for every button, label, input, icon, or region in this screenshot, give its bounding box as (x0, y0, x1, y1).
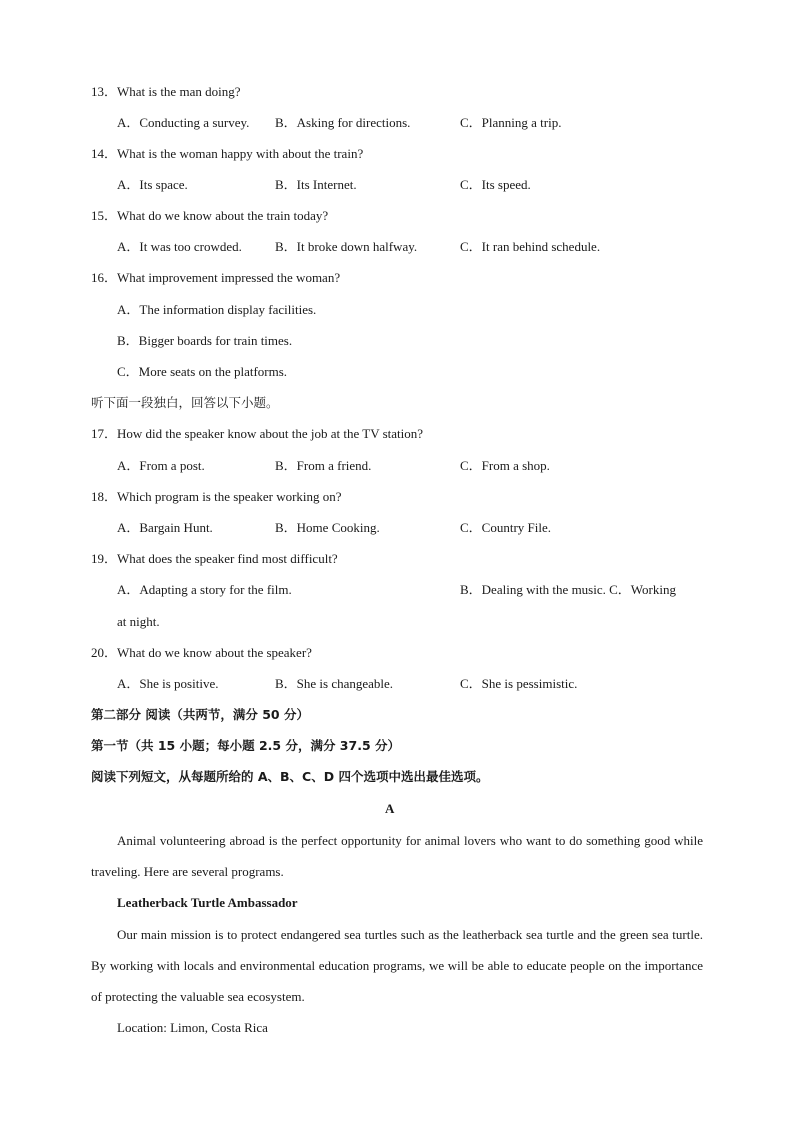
option-17-b: B．From a friend. (275, 458, 372, 473)
option-15-b: B．It broke down halfway. (275, 239, 418, 254)
option-16-a: A．The information display facilities. (117, 302, 317, 317)
reading-instruction: 阅读下列短文，从每题所给的 A、B、C、D 四个选项中选出最佳选项。 (91, 769, 489, 784)
question-17: 17．How did the speaker know about the job at the TV station? (91, 426, 424, 441)
option-18-a: A．Bargain Hunt. (117, 520, 213, 535)
option-13-a: A．Conducting a survey. (117, 115, 250, 130)
option-18-c: C．Country File. (460, 520, 552, 535)
question-19: 19．What does the speaker find most difficult? (91, 551, 338, 566)
option-19-c-continued: at night. (117, 614, 160, 629)
option-20-a: A．She is positive. (117, 676, 219, 691)
question-14: 14．What is the woman happy with about the train? (91, 146, 364, 161)
option-16-c: C．More seats on the platforms. (117, 364, 288, 379)
section1-title: 第一节（共 15 小题；每小题 2.5 分，满分 37.5 分） (91, 738, 400, 753)
option-19-a: A．Adapting a story for the film. (117, 582, 292, 597)
option-19-b: B．Dealing with the music. C．Working (460, 582, 676, 597)
option-20-b: B．She is changeable. (275, 676, 394, 691)
option-15-a: A．It was too crowded. (117, 239, 242, 254)
option-13-b: B．Asking for directions. (275, 115, 411, 130)
option-17-c: C．From a shop. (460, 458, 550, 473)
program-title: Leatherback Turtle Ambassador (117, 895, 298, 910)
question-16: 16．What improvement impressed the woman? (91, 270, 341, 285)
intro-paragraph-text: Animal volunteering abroad is the perfect opportunity for animal lovers who want to do something good while traveling. Here are several programs. (91, 833, 703, 879)
option-17-a: A．From a post. (117, 458, 205, 473)
monologue-instruction: 听下面一段独白，回答以下小题。 (91, 395, 279, 410)
question-20: 20．What do we know about the speaker? (91, 645, 312, 660)
option-16-b: B．Bigger boards for train times. (117, 333, 293, 348)
program-location: Location: Limon, Costa Rica (117, 1020, 268, 1035)
option-13-c: C．Planning a trip. (460, 115, 562, 130)
option-18-b: B．Home Cooking. (275, 520, 380, 535)
question-15: 15．What do we know about the train today? (91, 208, 329, 223)
program-paragraph (91, 919, 703, 1012)
passage-label: A (385, 801, 395, 816)
question-13: 13．What is the man doing? (91, 84, 241, 99)
intro-paragraph (91, 825, 703, 887)
option-14-a: A．Its space. (117, 177, 188, 192)
question-18: 18．Which program is the speaker working on? (91, 489, 342, 504)
option-14-b: B．Its Internet. (275, 177, 357, 192)
part2-title: 第二部分 阅读（共两节，满分 50 分） (91, 707, 309, 722)
option-14-c: C．Its speed. (460, 177, 531, 192)
option-15-c: C．It ran behind schedule. (460, 239, 601, 254)
program-paragraph-text: Our main mission is to protect endangered sea turtles such as the leatherback sea turtle and the green sea turtle. By working with locals and environmental education programs, we will be able to educate people on the importance of protecting the valuable sea ecosystem. (91, 927, 703, 1004)
option-20-c: C．She is pessimistic. (460, 676, 578, 691)
